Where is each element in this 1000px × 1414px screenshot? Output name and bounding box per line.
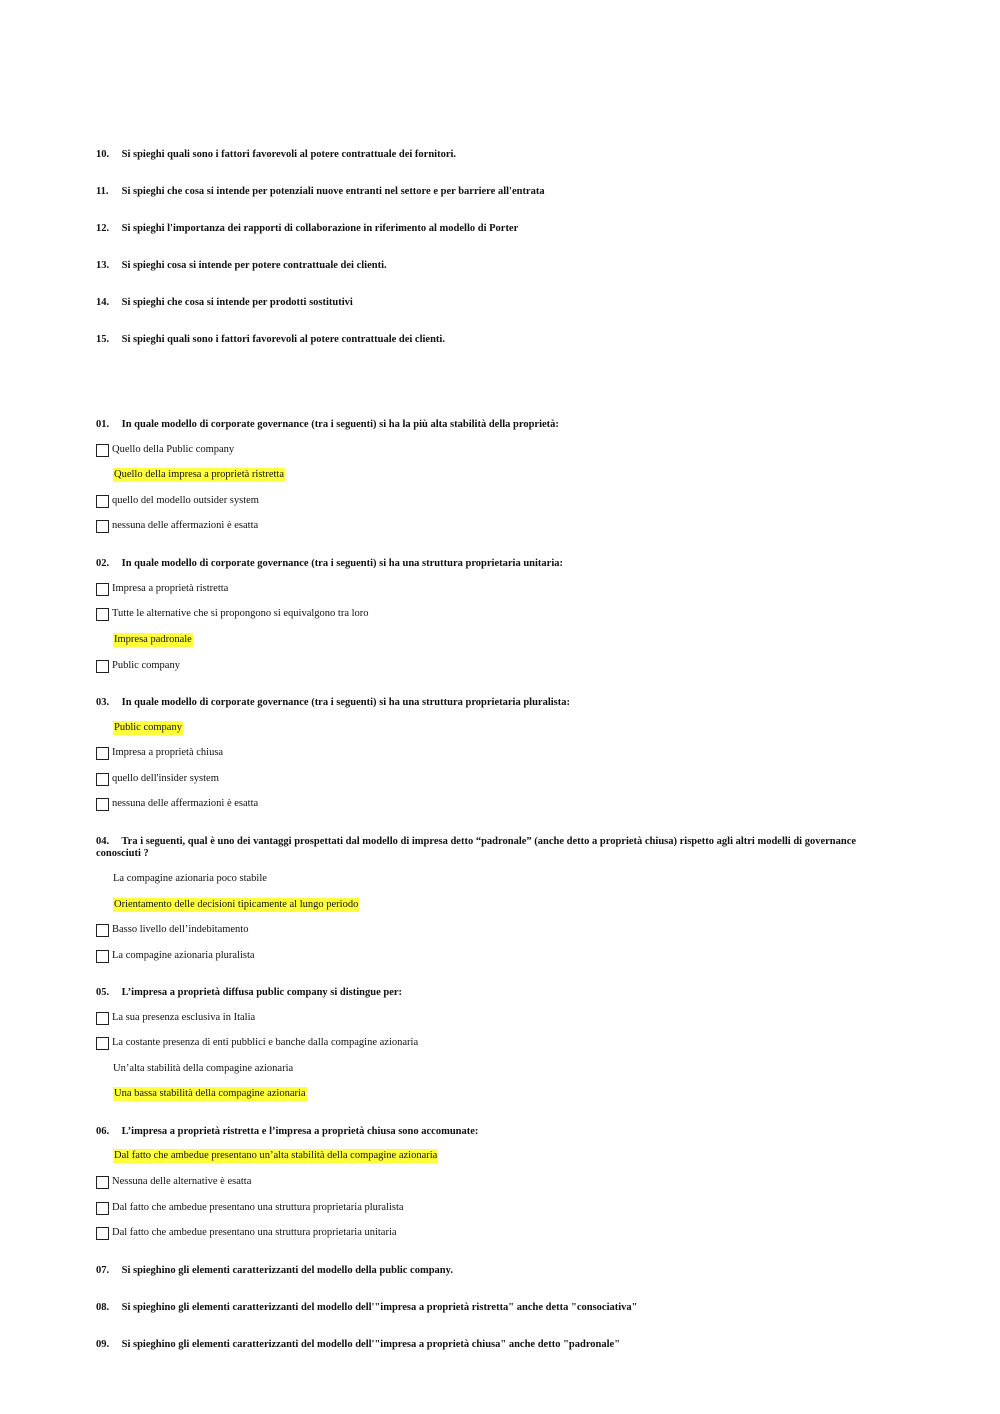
answer-option-correct[interactable]: [96, 1087, 307, 1101]
answer-option[interactable]: Nessuna delle alternative è esatta: [96, 1175, 251, 1189]
checkbox[interactable]: [96, 924, 109, 937]
mc-question: 05. L’impresa a proprietà diffusa public company si distingue per:: [96, 987, 403, 998]
checkbox[interactable]: [96, 583, 109, 596]
highlighted-answer: Quello della impresa a proprietà ristretta: [114, 469, 284, 480]
open-question: 07. Si spieghino gli elementi caratterizzanti del modello della public company.: [96, 1265, 453, 1276]
checkbox[interactable]: [96, 608, 109, 621]
answer-option[interactable]: Public company: [96, 659, 180, 673]
checkbox[interactable]: [96, 747, 109, 760]
checkbox[interactable]: [96, 1202, 109, 1215]
answer-option[interactable]: La compagine azionaria pluralista: [96, 949, 255, 963]
answer-option[interactable]: quello del modello outsider system: [96, 494, 259, 508]
mc-question: 03. In quale modello di corporate governance (tra i seguenti) si ha una struttura proprietaria pluralista:: [96, 697, 570, 708]
checkbox[interactable]: [96, 520, 109, 533]
checkbox[interactable]: [96, 1037, 109, 1050]
checkbox[interactable]: [96, 1176, 109, 1189]
checkbox[interactable]: [96, 950, 109, 963]
highlighted-answer: Dal fatto che ambedue presentano un’alta stabilità della compagine azionaria: [114, 1150, 438, 1161]
mc-question: 06. L’impresa a proprietà ristretta e l’impresa a proprietà chiusa sono accomunate:: [96, 1126, 479, 1137]
answer-option[interactable]: Basso livello dell’indebitamento: [96, 923, 248, 937]
open-question: 09. Si spieghino gli elementi caratterizzanti del modello dell'"impresa a proprietà chiusa" anche detto "padronale": [96, 1339, 621, 1350]
checkbox[interactable]: [96, 495, 109, 508]
checkbox[interactable]: [96, 773, 109, 786]
answer-option[interactable]: quello dell'insider system: [96, 772, 219, 786]
answer-option[interactable]: Tutte le alternative che si propongono si equivalgono tra loro: [96, 607, 369, 621]
answer-option-correct[interactable]: [96, 721, 183, 735]
answer-option[interactable]: nessuna delle affermazioni è esatta: [96, 797, 258, 811]
answer-option[interactable]: Impresa a proprietà chiusa: [96, 746, 223, 760]
checkbox[interactable]: [96, 798, 109, 811]
highlighted-answer: Public company: [114, 722, 182, 733]
answer-option-correct[interactable]: [96, 468, 285, 482]
mc-question: 01. In quale modello di corporate governance (tra i seguenti) si ha la più alta stabilità della proprietà:: [96, 419, 559, 430]
checkbox[interactable]: [96, 444, 109, 457]
open-question: 08. Si spieghino gli elementi caratterizzanti del modello dell'"impresa a proprietà ristretta" anche detta "consociativa": [96, 1302, 638, 1313]
answer-option-correct[interactable]: [96, 1149, 438, 1163]
open-question: 14. Si spieghi che cosa si intende per prodotti sostitutivi: [96, 297, 353, 308]
answer-option[interactable]: La compagine azionaria poco stabile: [113, 873, 267, 884]
mc-question: 04. Tra i seguenti, qual è uno dei vantaggi prospettati dal modello di impresa detto “padronale” (anche detto a proprietà chiusa) rispetto agli altri modelli di governance conosciuti ?: [96, 836, 857, 859]
answer-option[interactable]: Quello della Public company: [96, 443, 234, 457]
answer-option[interactable]: Un’alta stabilità della compagine azionaria: [113, 1063, 294, 1074]
answer-option-correct[interactable]: [96, 898, 359, 912]
open-question: 12. Si spieghi l'importanza dei rapporti di collaborazione in riferimento al modello di Porter: [96, 223, 519, 234]
open-question: 11. Si spieghi che cosa si intende per potenziali nuove entranti nel settore e per barriere all'entrata: [96, 186, 545, 197]
highlighted-answer: Orientamento delle decisioni tipicamente al lungo periodo: [114, 899, 359, 910]
highlighted-answer: Una bassa stabilità della compagine azionaria: [114, 1088, 306, 1099]
open-question: 10. Si spieghi quali sono i fattori favorevoli al potere contrattuale dei fornitori.: [96, 149, 457, 160]
checkbox[interactable]: [96, 660, 109, 673]
answer-option[interactable]: Dal fatto che ambedue presentano una struttura proprietaria unitaria: [96, 1226, 397, 1240]
checkbox[interactable]: [96, 1012, 109, 1025]
highlighted-answer: Impresa padronale: [114, 634, 192, 645]
answer-option-correct[interactable]: [96, 633, 193, 647]
mc-question: 02. In quale modello di corporate governance (tra i seguenti) si ha una struttura proprietaria unitaria:: [96, 558, 563, 569]
checkbox[interactable]: [96, 1227, 109, 1240]
answer-option[interactable]: nessuna delle affermazioni è esatta: [96, 519, 258, 533]
answer-option[interactable]: Impresa a proprietà ristretta: [96, 582, 228, 596]
answer-option[interactable]: Dal fatto che ambedue presentano una struttura proprietaria pluralista: [96, 1201, 404, 1215]
answer-option[interactable]: La costante presenza di enti pubblici e banche dalla compagine azionaria: [96, 1036, 418, 1050]
answer-option[interactable]: La sua presenza esclusiva in Italia: [96, 1011, 255, 1025]
open-question: 13. Si spieghi cosa si intende per potere contrattuale dei clienti.: [96, 260, 387, 271]
open-question: 15. Si spieghi quali sono i fattori favorevoli al potere contrattuale dei clienti.: [96, 334, 445, 345]
